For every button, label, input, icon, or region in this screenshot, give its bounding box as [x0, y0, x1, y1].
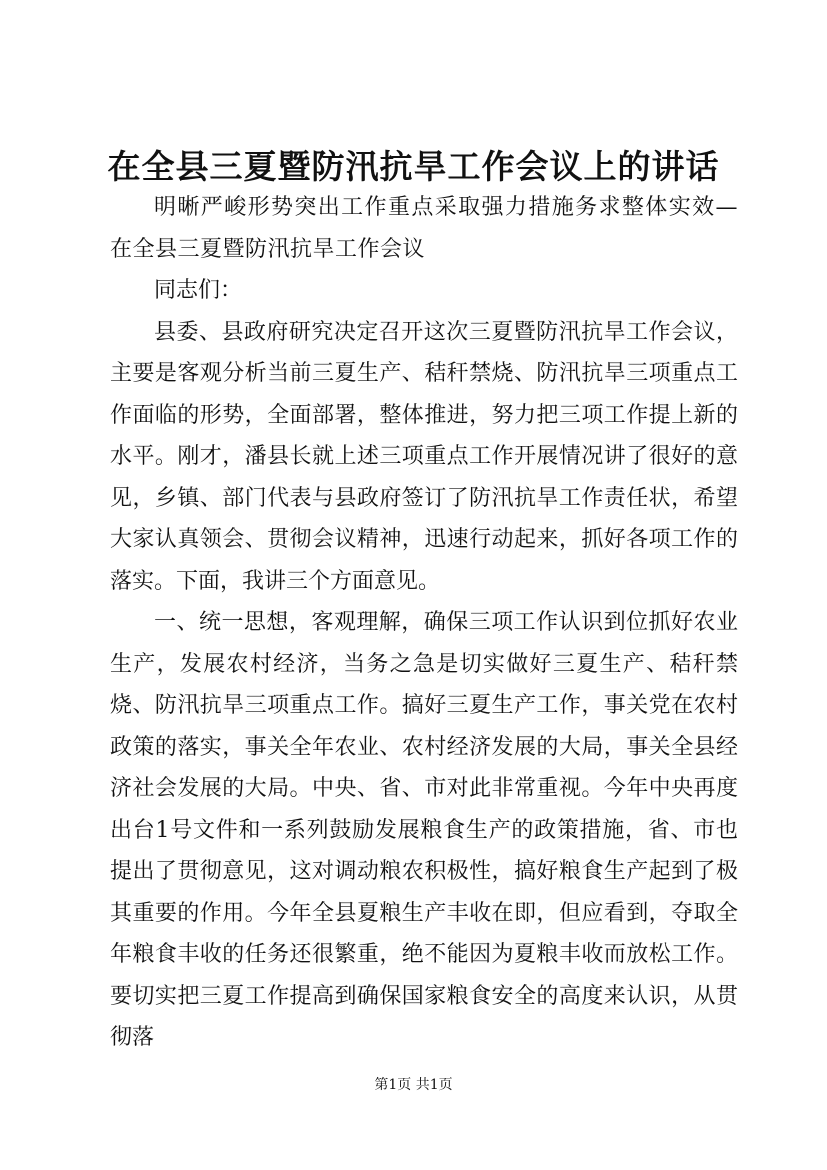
- salutation-paragraph: 同志们：: [154, 278, 243, 303]
- subtitle-paragraph: 明晰严峻形势突出工作重点采取强力措施务求整体实效—在全县三夏暨防汛抗旱工作会议: [110, 195, 738, 262]
- page-number-footer: 第1页 共1页: [374, 1077, 453, 1093]
- section-one-paragraph: 一、统一思想，客观理解，确保三项工作认识到位抓好农业生产，发展农村经济，当务之急是切实做好三夏生产、秸秆禁烧、防汛抗旱三项重点工作。搞好三夏生产工作，事关党在农村政策的落实，事关全年农业、农村经济发展的大局，事关全县经济社会发展的大局。中央、省、市对此非常重视。今年中央再度出台1号文件和一系列鼓励发展粮食生产的政策措施，省、市也提出了贯彻意见，这对调动粮农积极性，搞好粮食生产起到了极其重要的作用。今年全县夏粮生产丰收在即，但应看到，夺取全年粮食丰收的任务还很繁重，绝不能因为夏粮丰收而放松工作。要切实把三夏工作提高到确保国家粮食安全的高度来认识，从贯彻落: [110, 610, 738, 1050]
- document-body: [110, 187, 738, 1059]
- intro-paragraph: 县委、县政府研究决定召开这次三夏暨防汛抗旱工作会议，主要是客观分析当前三夏生产、秸秆禁烧、防汛抗旱三项重点工作面临的形势，全面部署，整体推进，努力把三项工作提上新的水平。刚才，潘县长就上述三项重点工作开展情况讲了很好的意见，乡镇、部门代表与县政府签订了防汛抗旱工作责任状，希望大家认真领会、贯彻会议精神，迅速行动起来，抓好各项工作的落实。下面，我讲三个方面意见。: [110, 319, 738, 594]
- document-title: 在全县三夏暨防汛抗旱工作会议上的讲话: [107, 147, 720, 186]
